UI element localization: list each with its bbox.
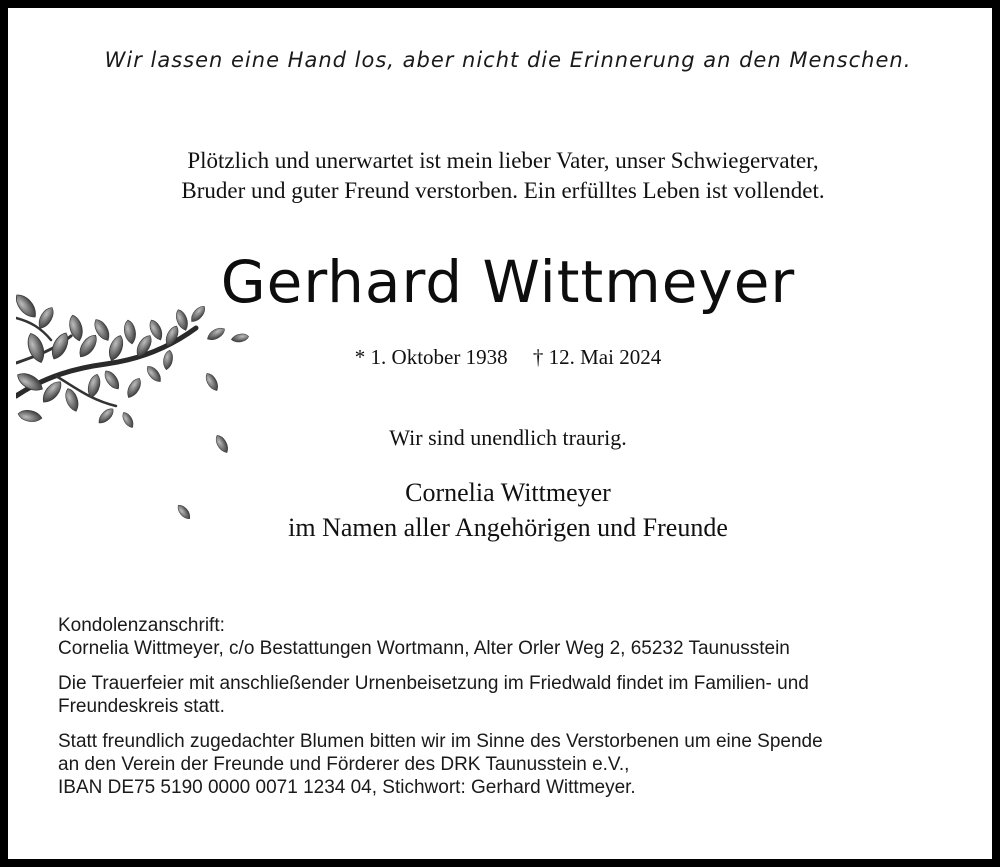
- donation-line-1: Statt freundlich zugedachter Blumen bitten wir im Sinne des Verstorbenen um eine Spende: [58, 731, 823, 752]
- signer-on-behalf: im Namen aller Angehörigen und Freunde: [288, 513, 728, 542]
- life-dates: [8, 345, 1000, 370]
- memorial-quote: Wir lassen eine Hand los, aber nicht die Erinnerung an den Menschen.: [104, 48, 912, 72]
- signer-block: [8, 475, 1000, 545]
- ceremony-paragraph: [58, 672, 968, 718]
- mourning-statement: Wir sind unendlich traurig.: [389, 425, 627, 450]
- donation-line-3: IBAN DE75 5190 0000 0071 1234 04, Stichwort: Gerhard Wittmeyer.: [58, 777, 636, 798]
- intro-line-2: Bruder und guter Freund verstorben. Ein erfülltes Leben ist vollendet.: [181, 178, 825, 203]
- address-paragraph: [58, 614, 968, 660]
- deceased-name: Gerhard Wittmeyer: [220, 248, 796, 316]
- address-label: Kondolenzanschrift:: [58, 615, 225, 636]
- death-date: † 12. Mai 2024: [532, 345, 662, 369]
- donation-line-2: an den Verein der Freunde und Förderer des DRK Taunusstein e.V.,: [58, 754, 630, 775]
- donation-paragraph: [58, 730, 968, 799]
- ceremony-line-1: Die Trauerfeier mit anschließender Urnenbeisetzung im Friedwald findet im Familien- und: [58, 673, 809, 694]
- intro-text: [8, 146, 1000, 206]
- signer-name: Cornelia Wittmeyer: [405, 478, 611, 507]
- details-block: [58, 614, 968, 811]
- ceremony-line-2: Freundeskreis statt.: [58, 696, 225, 717]
- address-text: Cornelia Wittmeyer, c/o Bestattungen Wortmann, Alter Orler Weg 2, 65232 Taunusstein: [58, 638, 790, 659]
- birth-date: * 1. Oktober 1938: [354, 345, 508, 369]
- intro-line-1: Plötzlich und unerwartet ist mein lieber Vater, unser Schwiegervater,: [187, 148, 819, 173]
